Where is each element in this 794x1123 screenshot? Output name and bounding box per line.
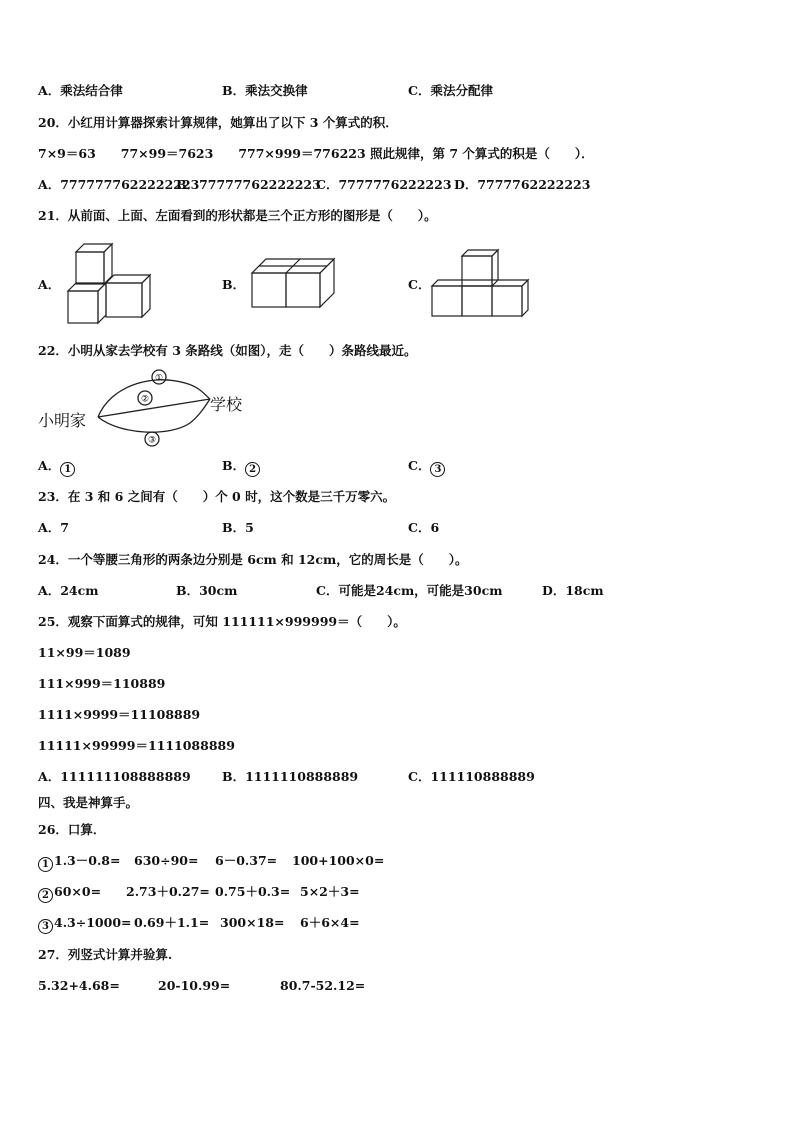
q19-option-c: C．乘法分配律 [408, 83, 493, 98]
section-4-title: 四、我是神算手。 [38, 795, 139, 810]
q26-item: 100+100×0= [292, 853, 385, 868]
q24-stem: 24．一个等腰三角形的两条边分别是 6cm 和 12cm，它的周长是（ ）。 [38, 552, 468, 567]
q26-row-3 [38, 915, 131, 934]
q27-stem: 27．列竖式计算并验算. [38, 947, 173, 962]
q25-option-a: A．111111108888889 [38, 769, 191, 784]
q19-option-a: A．乘法结合律 [38, 83, 123, 98]
q27-item-3: 80.7-52.12= [280, 978, 366, 993]
q26-item: 6＋6×4= [300, 915, 360, 930]
q25-line-4: 11111×99999＝1111088889 [38, 738, 235, 753]
q20-option-d: D．7777762222223 [454, 177, 591, 192]
cube-figure-b [248, 255, 338, 313]
q25-option-c: C．111110888889 [408, 769, 535, 784]
q21-stem: 21．从前面、上面、左面看到的形状都是三个正方形的图形是（ ）。 [38, 208, 437, 223]
q26-row-2-mark: 2 [38, 888, 53, 903]
q22-option-a-mark: 1 [60, 462, 75, 477]
q26-stem: 26．口算． [38, 822, 106, 837]
q19-option-b: B．乘法交换律 [222, 83, 308, 98]
q25-line-3: 1111×9999＝11108889 [38, 707, 201, 722]
q22-stem: 22．小明从家去学校有 3 条路线（如图），走（ ）条路线最近。 [38, 343, 417, 358]
q26-item: 2.73＋0.27= [126, 884, 210, 899]
q26-row-2 [38, 884, 101, 903]
q22-option-b-mark: 2 [245, 462, 260, 477]
q20-option-b: B．77777762222223 [176, 177, 321, 192]
q22-option-a-prefix: A． [38, 458, 61, 473]
route-2-mark: ② [140, 394, 150, 405]
q26-item: 4.3÷1000= [54, 915, 132, 930]
q26-item: 60×0= [54, 884, 102, 899]
route-1-mark: ① [154, 373, 164, 384]
q26-item: 0.75＋0.3= [215, 884, 291, 899]
route-3-mark: ③ [147, 435, 157, 446]
q22-option-b [222, 458, 261, 477]
q26-row-1 [38, 853, 120, 872]
q21-label-a: A． [38, 277, 61, 292]
q26-item: 300×18= [220, 915, 285, 930]
q25-option-b: B．1111110888889 [222, 769, 359, 784]
q22-option-b-prefix: B． [222, 458, 246, 473]
q25-line-2: 111×999＝110889 [38, 676, 166, 691]
q24-option-c: C．可能是24cm，可能是30cm [316, 583, 503, 598]
q26-item: 1.3－0.8= [54, 853, 121, 868]
q26-item: 5×2＋3= [300, 884, 360, 899]
q25-stem: 25．观察下面算式的规律，可知 111111×999999＝（ ）。 [38, 614, 406, 629]
q25-line-1: 11×99＝1089 [38, 645, 131, 660]
cube-figure-a [62, 238, 162, 330]
q22-option-a [38, 458, 76, 477]
q26-item: 6－0.37= [215, 853, 278, 868]
q23-option-b: B．5 [222, 520, 254, 535]
cube-figure-c [430, 248, 532, 320]
q20-stem: 20．小红用计算器探索计算规律，她算出了以下 3 个算式的积． [38, 115, 398, 130]
q24-option-b: B．30cm [176, 583, 238, 598]
q22-option-c-prefix: C． [408, 458, 431, 473]
q21-label-c: C． [408, 277, 431, 292]
q22-option-c-mark: 3 [430, 462, 445, 477]
q27-item-1: 5.32+4.68= [38, 978, 120, 993]
q26-row-1-mark: 1 [38, 857, 53, 872]
q20-option-a: A．7777777622222223 [38, 177, 200, 192]
q26-item: 630÷90= [134, 853, 199, 868]
q27-item-2: 20-10.99= [158, 978, 231, 993]
q22-option-c [408, 458, 446, 477]
q24-option-a: A．24cm [38, 583, 99, 598]
q23-stem: 23．在 3 和 6 之间有（ ）个 0 时，这个数是三千万零六。 [38, 489, 396, 504]
school-label: 学校 [210, 395, 243, 414]
q26-item: 0.69＋1.1= [134, 915, 210, 930]
q21-label-b: B． [222, 277, 246, 292]
q26-row-3-mark: 3 [38, 919, 53, 934]
q24-option-d: D．18cm [542, 583, 604, 598]
q23-option-a: A．7 [38, 520, 69, 535]
q20-examples: 7×9＝63 77×99＝7623 777×999＝776223 照此规律，第 7 个算式的积是（ ）． [38, 146, 594, 161]
home-label: 小明家 [38, 411, 87, 430]
q23-option-c: C．6 [408, 520, 440, 535]
q20-option-c: C．7777776222223 [316, 177, 452, 192]
route-diagram [90, 365, 220, 450]
